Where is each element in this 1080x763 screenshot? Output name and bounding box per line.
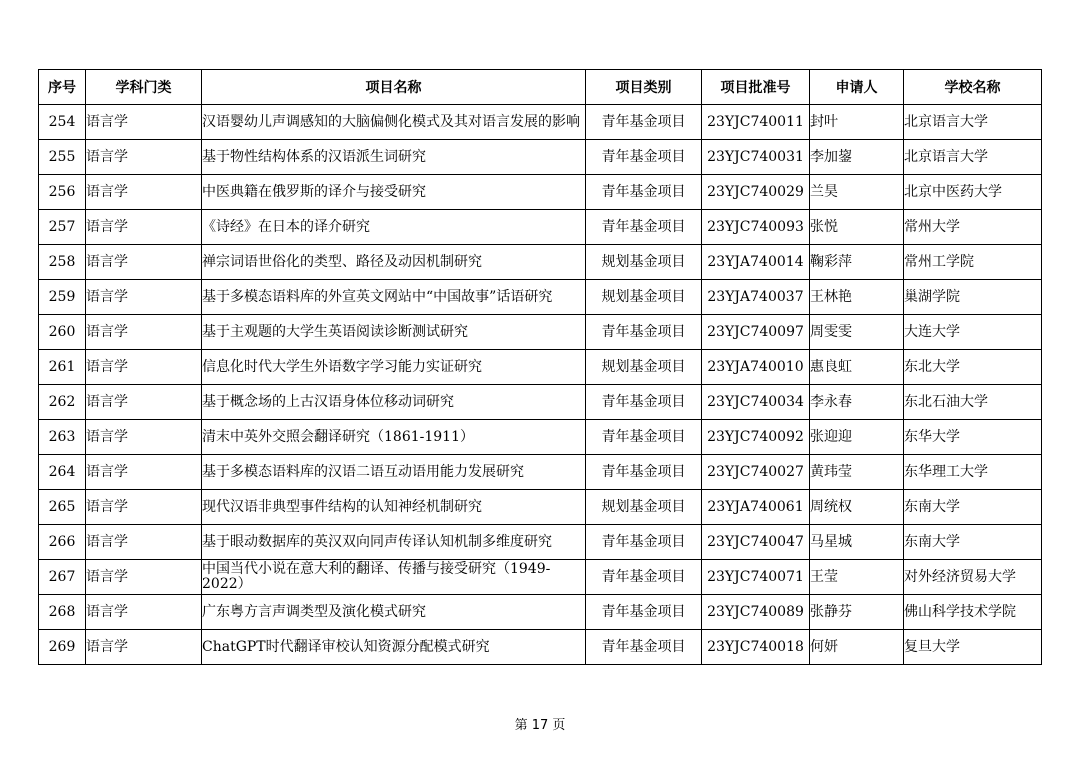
project-table (38, 69, 1042, 665)
header-title: 项目名称 (202, 70, 586, 105)
cell-approval-no: 23YJA740061 (702, 490, 810, 525)
cell-title: 基于主观题的大学生英语阅读诊断测试研究 (202, 315, 586, 350)
cell-approval-no: 23YJA740010 (702, 350, 810, 385)
cell-applicant: 王莹 (810, 560, 904, 595)
cell-index: 260 (39, 315, 86, 350)
cell-index: 266 (39, 525, 86, 560)
cell-school: 东华理工大学 (904, 455, 1042, 490)
cell-school: 巢湖学院 (904, 280, 1042, 315)
cell-applicant: 封叶 (810, 105, 904, 140)
table-row (39, 595, 1042, 630)
cell-index: 257 (39, 210, 86, 245)
cell-approval-no: 23YJC740031 (702, 140, 810, 175)
cell-index: 258 (39, 245, 86, 280)
cell-discipline: 语言学 (86, 630, 202, 665)
cell-school: 复旦大学 (904, 630, 1042, 665)
cell-applicant: 周统权 (810, 490, 904, 525)
cell-title: 汉语婴幼儿声调感知的大脑偏侧化模式及其对语言发展的影响 (202, 105, 586, 140)
cell-title: 中国当代小说在意大利的翻译、传播与接受研究（1949-2022） (202, 560, 586, 595)
cell-category: 青年基金项目 (586, 630, 702, 665)
header-applicant: 申请人 (810, 70, 904, 105)
cell-school: 东南大学 (904, 525, 1042, 560)
cell-applicant: 李永春 (810, 385, 904, 420)
page-number: 第 17 页 (514, 718, 566, 733)
table-body (39, 105, 1042, 665)
cell-applicant: 王林艳 (810, 280, 904, 315)
table-row (39, 455, 1042, 490)
cell-approval-no: 23YJC740092 (702, 420, 810, 455)
cell-index: 259 (39, 280, 86, 315)
cell-approval-no: 23YJC740027 (702, 455, 810, 490)
cell-index: 254 (39, 105, 86, 140)
header-discipline: 学科门类 (86, 70, 202, 105)
cell-applicant: 周雯雯 (810, 315, 904, 350)
cell-index: 265 (39, 490, 86, 525)
cell-applicant: 鞠彩萍 (810, 245, 904, 280)
cell-approval-no: 23YJC740089 (702, 595, 810, 630)
cell-index: 261 (39, 350, 86, 385)
cell-index: 256 (39, 175, 86, 210)
cell-title: ChatGPT时代翻译审校认知资源分配模式研究 (202, 630, 586, 665)
table-row (39, 210, 1042, 245)
cell-discipline: 语言学 (86, 350, 202, 385)
cell-title: 基于眼动数据库的英汉双向同声传译认知机制多维度研究 (202, 525, 586, 560)
cell-discipline: 语言学 (86, 385, 202, 420)
cell-title: 基于概念场的上古汉语身体位移动词研究 (202, 385, 586, 420)
cell-category: 规划基金项目 (586, 350, 702, 385)
cell-applicant: 惠良虹 (810, 350, 904, 385)
header-category: 项目类别 (586, 70, 702, 105)
cell-title: 中医典籍在俄罗斯的译介与接受研究 (202, 175, 586, 210)
cell-index: 264 (39, 455, 86, 490)
cell-category: 青年基金项目 (586, 525, 702, 560)
cell-discipline: 语言学 (86, 420, 202, 455)
cell-applicant: 张迎迎 (810, 420, 904, 455)
cell-discipline: 语言学 (86, 210, 202, 245)
cell-title: 清末中英外交照会翻译研究（1861-1911） (202, 420, 586, 455)
table-row (39, 315, 1042, 350)
cell-school: 东华大学 (904, 420, 1042, 455)
table-row (39, 385, 1042, 420)
cell-school: 东北石油大学 (904, 385, 1042, 420)
cell-discipline: 语言学 (86, 455, 202, 490)
table-row (39, 560, 1042, 595)
cell-index: 267 (39, 560, 86, 595)
cell-discipline: 语言学 (86, 280, 202, 315)
cell-category: 规划基金项目 (586, 280, 702, 315)
cell-category: 青年基金项目 (586, 595, 702, 630)
cell-index: 268 (39, 595, 86, 630)
table-row (39, 140, 1042, 175)
cell-school: 北京语言大学 (904, 140, 1042, 175)
cell-category: 青年基金项目 (586, 385, 702, 420)
cell-category: 青年基金项目 (586, 455, 702, 490)
cell-applicant: 张悦 (810, 210, 904, 245)
table-row (39, 350, 1042, 385)
cell-applicant: 何妍 (810, 630, 904, 665)
cell-school: 北京语言大学 (904, 105, 1042, 140)
cell-index: 262 (39, 385, 86, 420)
cell-approval-no: 23YJC740011 (702, 105, 810, 140)
table-header-row (39, 70, 1042, 105)
cell-discipline: 语言学 (86, 175, 202, 210)
cell-discipline: 语言学 (86, 560, 202, 595)
cell-approval-no: 23YJC740029 (702, 175, 810, 210)
table-row (39, 105, 1042, 140)
cell-category: 青年基金项目 (586, 315, 702, 350)
cell-title: 信息化时代大学生外语数字学习能力实证研究 (202, 350, 586, 385)
cell-school: 东南大学 (904, 490, 1042, 525)
cell-discipline: 语言学 (86, 140, 202, 175)
cell-title: 基于物性结构体系的汉语派生词研究 (202, 140, 586, 175)
table-row (39, 420, 1042, 455)
cell-category: 规划基金项目 (586, 490, 702, 525)
header-school: 学校名称 (904, 70, 1042, 105)
cell-title: 广东粤方言声调类型及演化模式研究 (202, 595, 586, 630)
cell-index: 255 (39, 140, 86, 175)
cell-category: 青年基金项目 (586, 560, 702, 595)
cell-approval-no: 23YJA740037 (702, 280, 810, 315)
cell-category: 规划基金项目 (586, 245, 702, 280)
cell-title: 基于多模态语料库的汉语二语互动语用能力发展研究 (202, 455, 586, 490)
table-row (39, 630, 1042, 665)
cell-discipline: 语言学 (86, 595, 202, 630)
cell-discipline: 语言学 (86, 245, 202, 280)
table-row (39, 280, 1042, 315)
cell-approval-no: 23YJC740047 (702, 525, 810, 560)
cell-discipline: 语言学 (86, 525, 202, 560)
table-row (39, 525, 1042, 560)
cell-school: 大连大学 (904, 315, 1042, 350)
header-index: 序号 (39, 70, 86, 105)
cell-category: 青年基金项目 (586, 175, 702, 210)
cell-category: 青年基金项目 (586, 420, 702, 455)
table-row (39, 490, 1042, 525)
cell-applicant: 李加鋆 (810, 140, 904, 175)
cell-applicant: 黄玮莹 (810, 455, 904, 490)
table-row (39, 175, 1042, 210)
header-approval-no: 项目批准号 (702, 70, 810, 105)
table-row (39, 245, 1042, 280)
cell-school: 对外经济贸易大学 (904, 560, 1042, 595)
cell-index: 263 (39, 420, 86, 455)
cell-approval-no: 23YJC740071 (702, 560, 810, 595)
cell-approval-no: 23YJC740034 (702, 385, 810, 420)
cell-index: 269 (39, 630, 86, 665)
cell-approval-no: 23YJC740093 (702, 210, 810, 245)
cell-approval-no: 23YJC740018 (702, 630, 810, 665)
cell-title: 基于多模态语料库的外宣英文网站中“中国故事”话语研究 (202, 280, 586, 315)
cell-approval-no: 23YJC740097 (702, 315, 810, 350)
cell-applicant: 张静芬 (810, 595, 904, 630)
cell-category: 青年基金项目 (586, 105, 702, 140)
cell-title: 《诗经》在日本的译介研究 (202, 210, 586, 245)
cell-category: 青年基金项目 (586, 140, 702, 175)
cell-applicant: 兰昊 (810, 175, 904, 210)
cell-approval-no: 23YJA740014 (702, 245, 810, 280)
cell-school: 常州大学 (904, 210, 1042, 245)
cell-school: 东北大学 (904, 350, 1042, 385)
cell-applicant: 马星城 (810, 525, 904, 560)
cell-discipline: 语言学 (86, 490, 202, 525)
cell-title: 禅宗词语世俗化的类型、路径及动因机制研究 (202, 245, 586, 280)
cell-school: 佛山科学技术学院 (904, 595, 1042, 630)
cell-school: 常州工学院 (904, 245, 1042, 280)
cell-title: 现代汉语非典型事件结构的认知神经机制研究 (202, 490, 586, 525)
cell-discipline: 语言学 (86, 105, 202, 140)
cell-school: 北京中医药大学 (904, 175, 1042, 210)
cell-discipline: 语言学 (86, 315, 202, 350)
cell-category: 青年基金项目 (586, 210, 702, 245)
